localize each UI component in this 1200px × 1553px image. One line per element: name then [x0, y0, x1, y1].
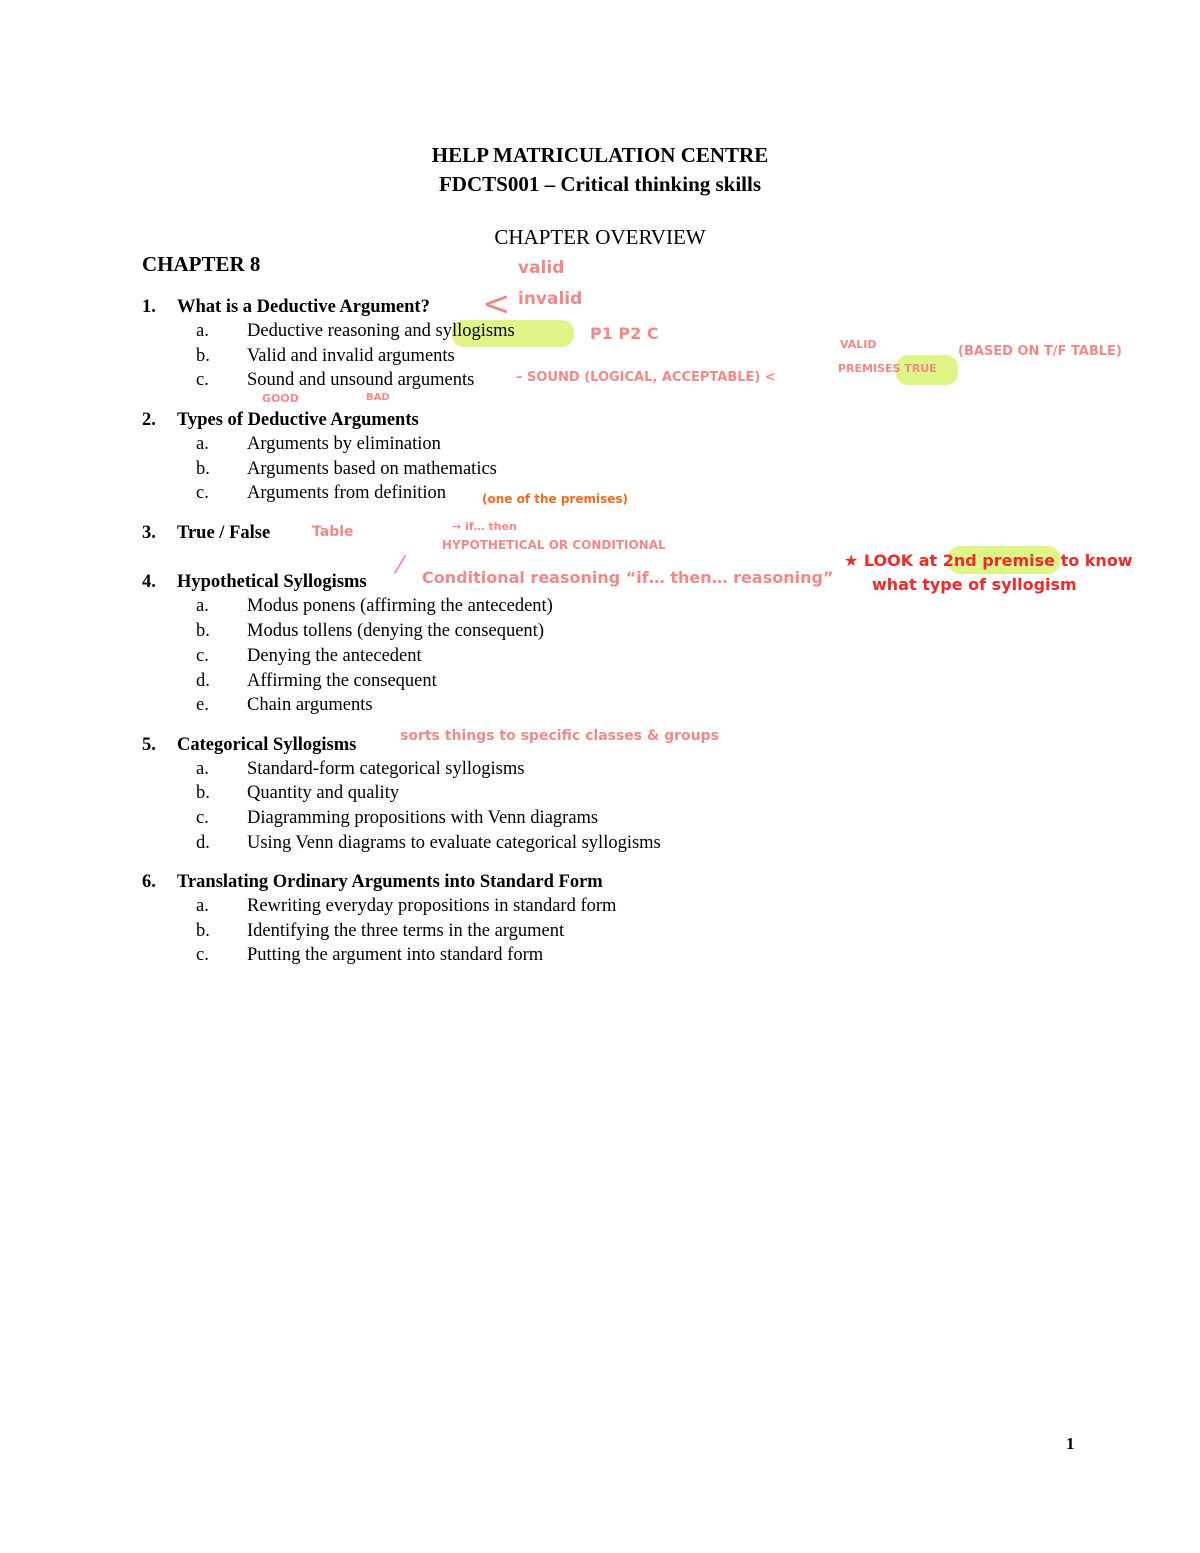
item-text: Identifying the three terms in the argument [247, 921, 565, 941]
list-item [196, 646, 422, 667]
list-item [196, 695, 373, 716]
annotation-sound: – SOUND (LOGICAL, ACCEPTABLE) < [516, 370, 776, 385]
item-text: Arguments based on mathematics [247, 459, 497, 479]
item-letter: b. [196, 346, 210, 366]
annotation-look-at-line1: ★ LOOK at 2nd premise to know [844, 551, 1133, 570]
angle-bracket-mark: < [482, 284, 511, 324]
list-item [196, 945, 543, 966]
list-item [196, 833, 661, 854]
item-letter: e. [196, 695, 209, 715]
list-item [196, 808, 598, 829]
item-text: Putting the argument into standard form [247, 945, 544, 965]
section-number: 4. [142, 572, 156, 592]
course-title: FDCTS001 – Critical thinking skills [438, 172, 762, 196]
item-text: Valid and invalid arguments [247, 346, 455, 366]
section-heading [142, 572, 367, 593]
annotation-bad: BAD [366, 392, 390, 403]
annotation-valid: valid [518, 258, 565, 278]
item-letter: a. [196, 321, 209, 341]
section-title: Types of Deductive Arguments [177, 410, 419, 430]
annotation-one-of-premises: (one of the premises) [482, 492, 628, 506]
annotation-premises-true: PREMISES TRUE [838, 362, 937, 375]
item-text: Quantity and quality [247, 783, 400, 803]
overview-title: CHAPTER OVERVIEW [494, 225, 706, 249]
list-item [196, 434, 441, 455]
annotation-invalid: invalid [518, 289, 583, 309]
item-letter: d. [196, 833, 210, 853]
section-title: What is a Deductive Argument? [177, 297, 430, 317]
item-letter: c. [196, 370, 209, 390]
section-heading [142, 410, 419, 431]
section-number: 1. [142, 297, 156, 317]
section-heading [142, 523, 270, 544]
annotation-based-on: (BASED ON T/F TABLE) [958, 344, 1122, 359]
list-item [196, 621, 544, 642]
item-letter: b. [196, 783, 210, 803]
institution-title: HELP MATRICULATION CENTRE [431, 143, 769, 167]
list-item [196, 321, 515, 342]
annotation-valid-caps: VALID [840, 338, 877, 351]
list-item [196, 921, 564, 942]
item-text: Arguments by elimination [247, 434, 441, 454]
list-item [196, 759, 524, 780]
list-item [196, 483, 446, 504]
list-item [196, 896, 616, 917]
item-text: Sound and unsound arguments [247, 370, 475, 390]
section-title: Hypothetical Syllogisms [177, 572, 367, 592]
item-text: Rewriting everyday propositions in standard form [247, 896, 617, 916]
section-number: 2. [142, 410, 156, 430]
annotation-hypothetical-or-conditional: HYPOTHETICAL OR CONDITIONAL [442, 538, 666, 552]
item-letter: c. [196, 808, 209, 828]
annotation-look-at-line2: what type of syllogism [872, 575, 1077, 594]
item-text: Arguments from definition [247, 483, 447, 503]
item-letter: b. [196, 921, 210, 941]
section-heading [142, 735, 356, 756]
annotation-if-then: → if… then [452, 520, 517, 533]
item-text: Standard-form categorical syllogisms [247, 759, 525, 779]
annotation-conditional-reasoning: Conditional reasoning “if… then… reasoning” [422, 568, 834, 587]
list-item [196, 671, 437, 692]
item-letter: a. [196, 896, 209, 916]
item-text: Denying the antecedent [247, 646, 422, 666]
list-item [196, 459, 497, 480]
item-text: Diagramming propositions with Venn diagrams [247, 808, 599, 828]
item-text: Modus ponens (affirming the antecedent) [247, 596, 553, 616]
section-number: 3. [142, 523, 156, 543]
item-letter: c. [196, 483, 209, 503]
item-text: Chain arguments [247, 695, 373, 715]
section-title: Categorical Syllogisms [177, 735, 357, 755]
section-number: 6. [142, 872, 156, 892]
section-title: Translating Ordinary Arguments into Standard Form [177, 872, 603, 892]
item-letter: a. [196, 434, 209, 454]
item-letter: c. [196, 945, 209, 965]
item-letter: b. [196, 459, 210, 479]
item-text: Deductive reasoning and syllogisms [247, 321, 515, 341]
item-letter: d. [196, 671, 210, 691]
item-text: Modus tollens (denying the consequent) [247, 621, 544, 641]
item-letter: c. [196, 646, 209, 666]
list-item [196, 783, 399, 804]
section-heading [142, 872, 603, 893]
chapter-heading: CHAPTER 8 [142, 252, 261, 276]
list-item [196, 596, 553, 617]
dash-mark: ⁄ [398, 551, 403, 579]
item-text: Affirming the consequent [247, 671, 437, 691]
annotation-good: GOOD [262, 392, 299, 405]
item-letter: a. [196, 596, 209, 616]
list-item [196, 370, 474, 391]
annotation-table: Table [312, 524, 354, 540]
annotation-sorts-things: sorts things to specific classes & groups [400, 728, 719, 744]
page-number: 1 [1066, 1434, 1075, 1453]
item-letter: a. [196, 759, 209, 779]
annotation-p1p2c: P1 P2 C [590, 324, 659, 343]
section-title: True / False [177, 523, 271, 543]
item-text: Using Venn diagrams to evaluate categorical syllogisms [247, 833, 661, 853]
section-heading [142, 297, 430, 318]
item-letter: b. [196, 621, 210, 641]
section-number: 5. [142, 735, 156, 755]
list-item [196, 346, 455, 367]
